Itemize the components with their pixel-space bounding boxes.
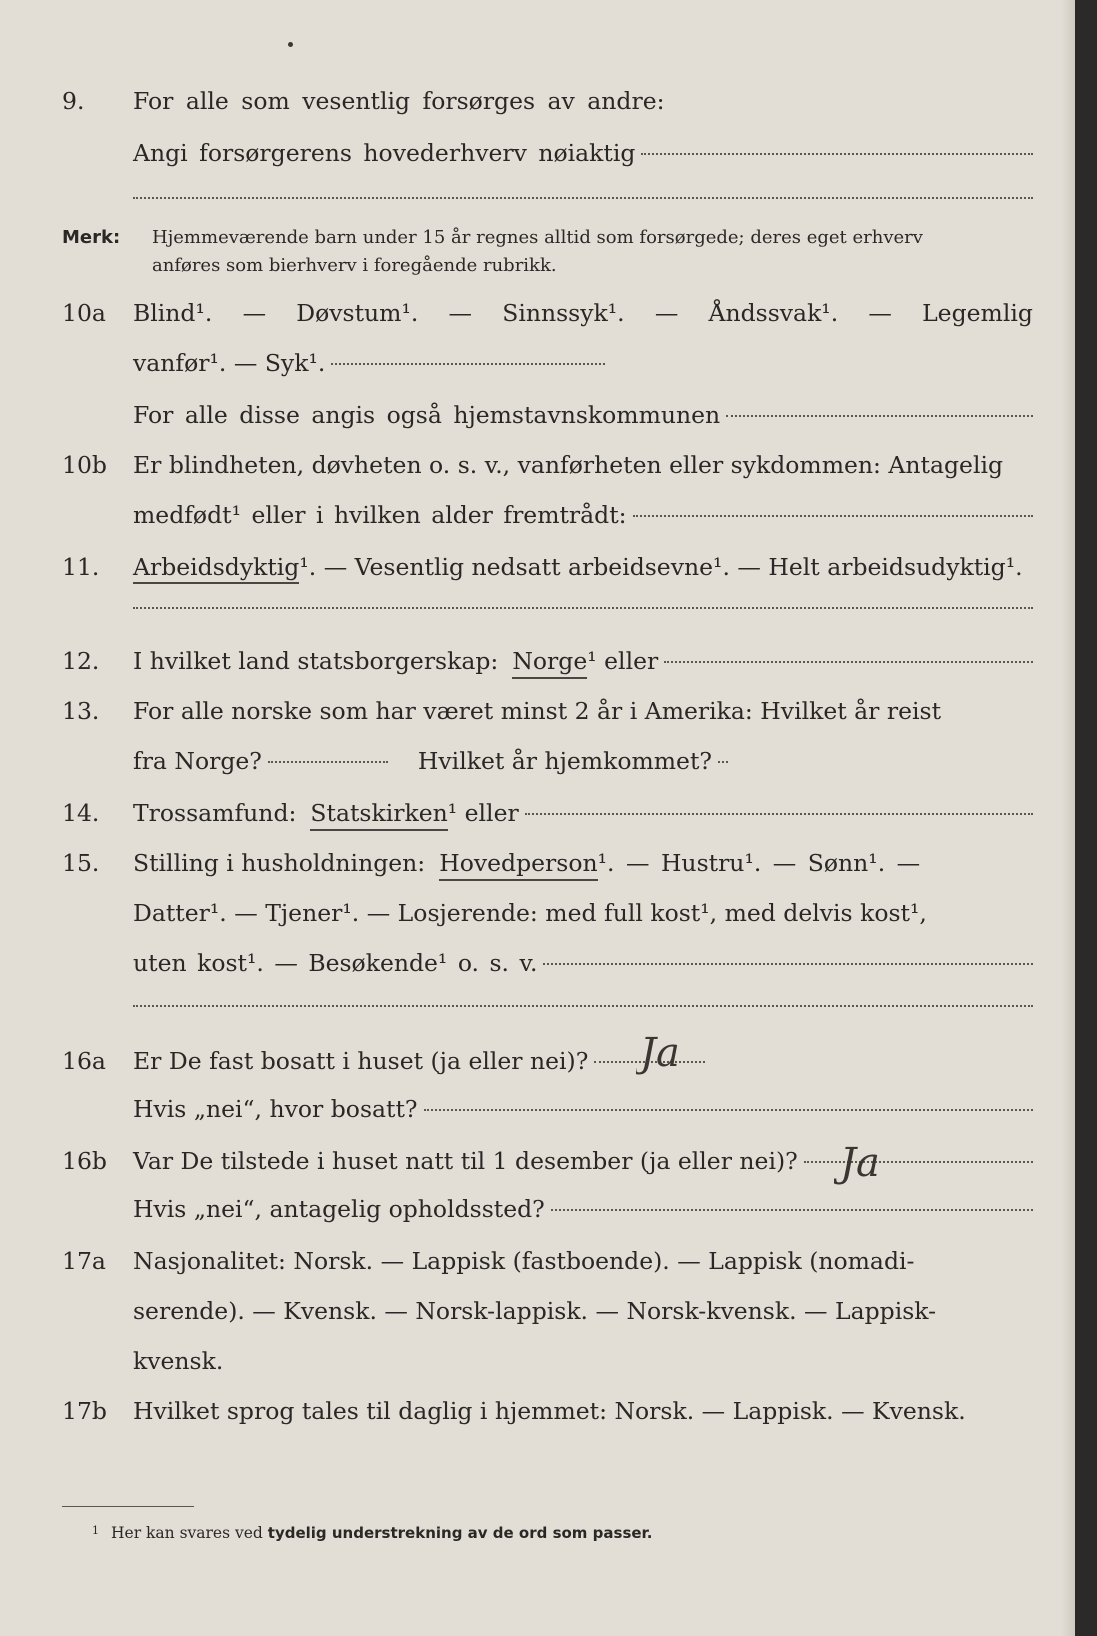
q13-line2 [133,746,715,776]
q16a-handwritten-answer [636,1022,716,1082]
merk-line1: Hjemmeværende barn under 15 år regnes alltid som forsørgede; deres eget erhverv [152,227,923,248]
q12-line1 [133,646,1033,679]
q17b-line1: Hvilket sprog tales til daglig i hjemmet: Norsk. — Lappisk. — Kvensk. [133,1397,966,1425]
q14-post-text: ¹ eller [447,799,519,827]
q16a-line1 [133,1046,705,1076]
q16a-text: Er De fast bosatt i huset (ja eller nei)? [133,1047,589,1075]
item-number-12: 12. [62,647,100,675]
footnote [92,1524,653,1542]
q13-departed-label: fra Norge? [133,747,262,775]
q16a-line2-text: Hvis „nei“, hvor bosatt? [133,1095,418,1123]
q13-line1: For alle norske som har været minst 2 år i Amerika: Hvilket år reist [133,697,942,725]
footnote-bold-text: tydelig understrekning av de ord som passer. [267,1524,653,1542]
item-number-17b: 17b [62,1397,107,1425]
q16b-text: Var De tilstede i huset natt til 1 desember (ja eller nei)? [133,1147,798,1175]
q10a-line3 [133,400,1033,430]
q10a-municipality-field[interactable] [726,415,1033,417]
item-number-9: 9. [62,87,85,115]
q10a-illness-field[interactable] [331,363,605,365]
q10a-line3-text: For alle disse angis også hjemstavnskommunen [133,401,721,429]
ink-speck [288,42,293,47]
q15-line1 [133,848,1033,881]
q16b-handwritten-answer [834,1132,934,1196]
q10b-line2 [133,500,1033,530]
q13-returned-label: Hvilket år hjemkommet? [417,747,713,775]
footnote-mark: 1 [92,1524,99,1537]
q9-line2-text: Angi forsørgerens hovederhverv nøiaktig [133,139,636,167]
q10a-line2-text: vanfør¹. — Syk¹. [133,349,326,377]
q12-post-text: ¹ eller [587,647,659,675]
q16a-residence-field[interactable] [424,1109,1033,1111]
q16b-whereabouts-field[interactable] [551,1209,1033,1211]
q14-line1 [133,798,1033,831]
q15-other-field[interactable] [543,963,1033,965]
q15-selected-option[interactable]: Hovedperson [439,848,597,881]
footnote-rule [62,1506,194,1507]
q16b-line2-text: Hvis „nei“, antagelig opholdssted? [133,1195,545,1223]
item-number-13: 13. [62,697,100,725]
q16a-line2 [133,1094,1033,1124]
q13-departed-field[interactable] [268,761,388,763]
q10b-line1: Er blindheten, døvheten o. s. v., vanførheten eller sykdommen: Antagelig [133,451,1004,479]
q14-selected-option[interactable]: Statskirken [310,798,447,831]
q15-line3-text: uten kost¹. — Besøkende¹ o. s. v. [133,949,538,977]
q15-answer-line[interactable] [133,1005,1033,1007]
q9-line2 [133,138,1033,168]
q15-line2: Datter¹. — Tjener¹. — Losjerende: med full kost¹, med delvis kost¹, [133,899,927,927]
q12-text: I hvilket land statsborgerskap: [133,647,499,675]
item-number-15: 15. [62,849,100,877]
q17a-line1: Nasjonalitet: Norsk. — Lappisk (fastboende). — Lappisk (nomadi- [133,1247,915,1275]
q12-other-country-field[interactable] [664,661,1033,663]
item-number-10a: 10a [62,299,106,327]
q14-other-field[interactable] [525,813,1033,815]
q15-line3 [133,948,1033,978]
q10b-age-field[interactable] [633,515,1033,517]
svg-text:Ja: Ja [640,1030,680,1076]
q11-line1 [133,552,1033,582]
item-number-16a: 16a [62,1047,106,1075]
q13-returned-field[interactable] [718,761,728,763]
q10a-line2 [133,348,605,378]
q10b-line2-text: medfødt¹ eller i hvilken alder fremtrådt: [133,501,627,529]
q17a-line2: serende). — Kvensk. — Norsk-lappisk. — Norsk-kvensk. — Lappisk- [133,1297,937,1325]
q9-extra-answer-line[interactable] [133,197,1033,199]
q9-line1: For alle som vesentlig forsørges av andre: [133,87,665,115]
item-number-11: 11. [62,553,100,581]
item-number-10b: 10b [62,451,107,479]
q14-text: Trossamfund: [133,799,297,827]
q15-text: Stilling i husholdningen: [133,849,426,877]
q12-selected-option[interactable]: Norge [512,646,587,679]
merk-line2: anføres som bierhverv i foregående rubrikk. [152,255,557,276]
q15-post-text: ¹. — Hustru¹. — Sønn¹. — [597,849,921,877]
item-number-16b: 16b [62,1147,107,1175]
q10a-line1: Blind¹. — Døvstum¹. — Sinnssyk¹. — Åndssvak¹. — Legemlig [133,299,1033,327]
svg-text:Ja: Ja [840,1140,880,1186]
q11-options-text: ¹. — Vesentlig nedsatt arbeidsevne¹. — Helt arbeidsudyktig¹. [299,553,1023,581]
item-number-17a: 17a [62,1247,106,1275]
merk-label: Merk: [62,227,121,248]
q16b-line2 [133,1194,1033,1224]
q11-selected-option[interactable]: Arbeidsdyktig [133,553,299,584]
q9-answer-field[interactable] [641,153,1033,155]
item-number-14: 14. [62,799,100,827]
q17a-line3: kvensk. [133,1347,224,1375]
footnote-text: Her kan svares ved [111,1524,263,1542]
q11-answer-line[interactable] [133,607,1033,609]
